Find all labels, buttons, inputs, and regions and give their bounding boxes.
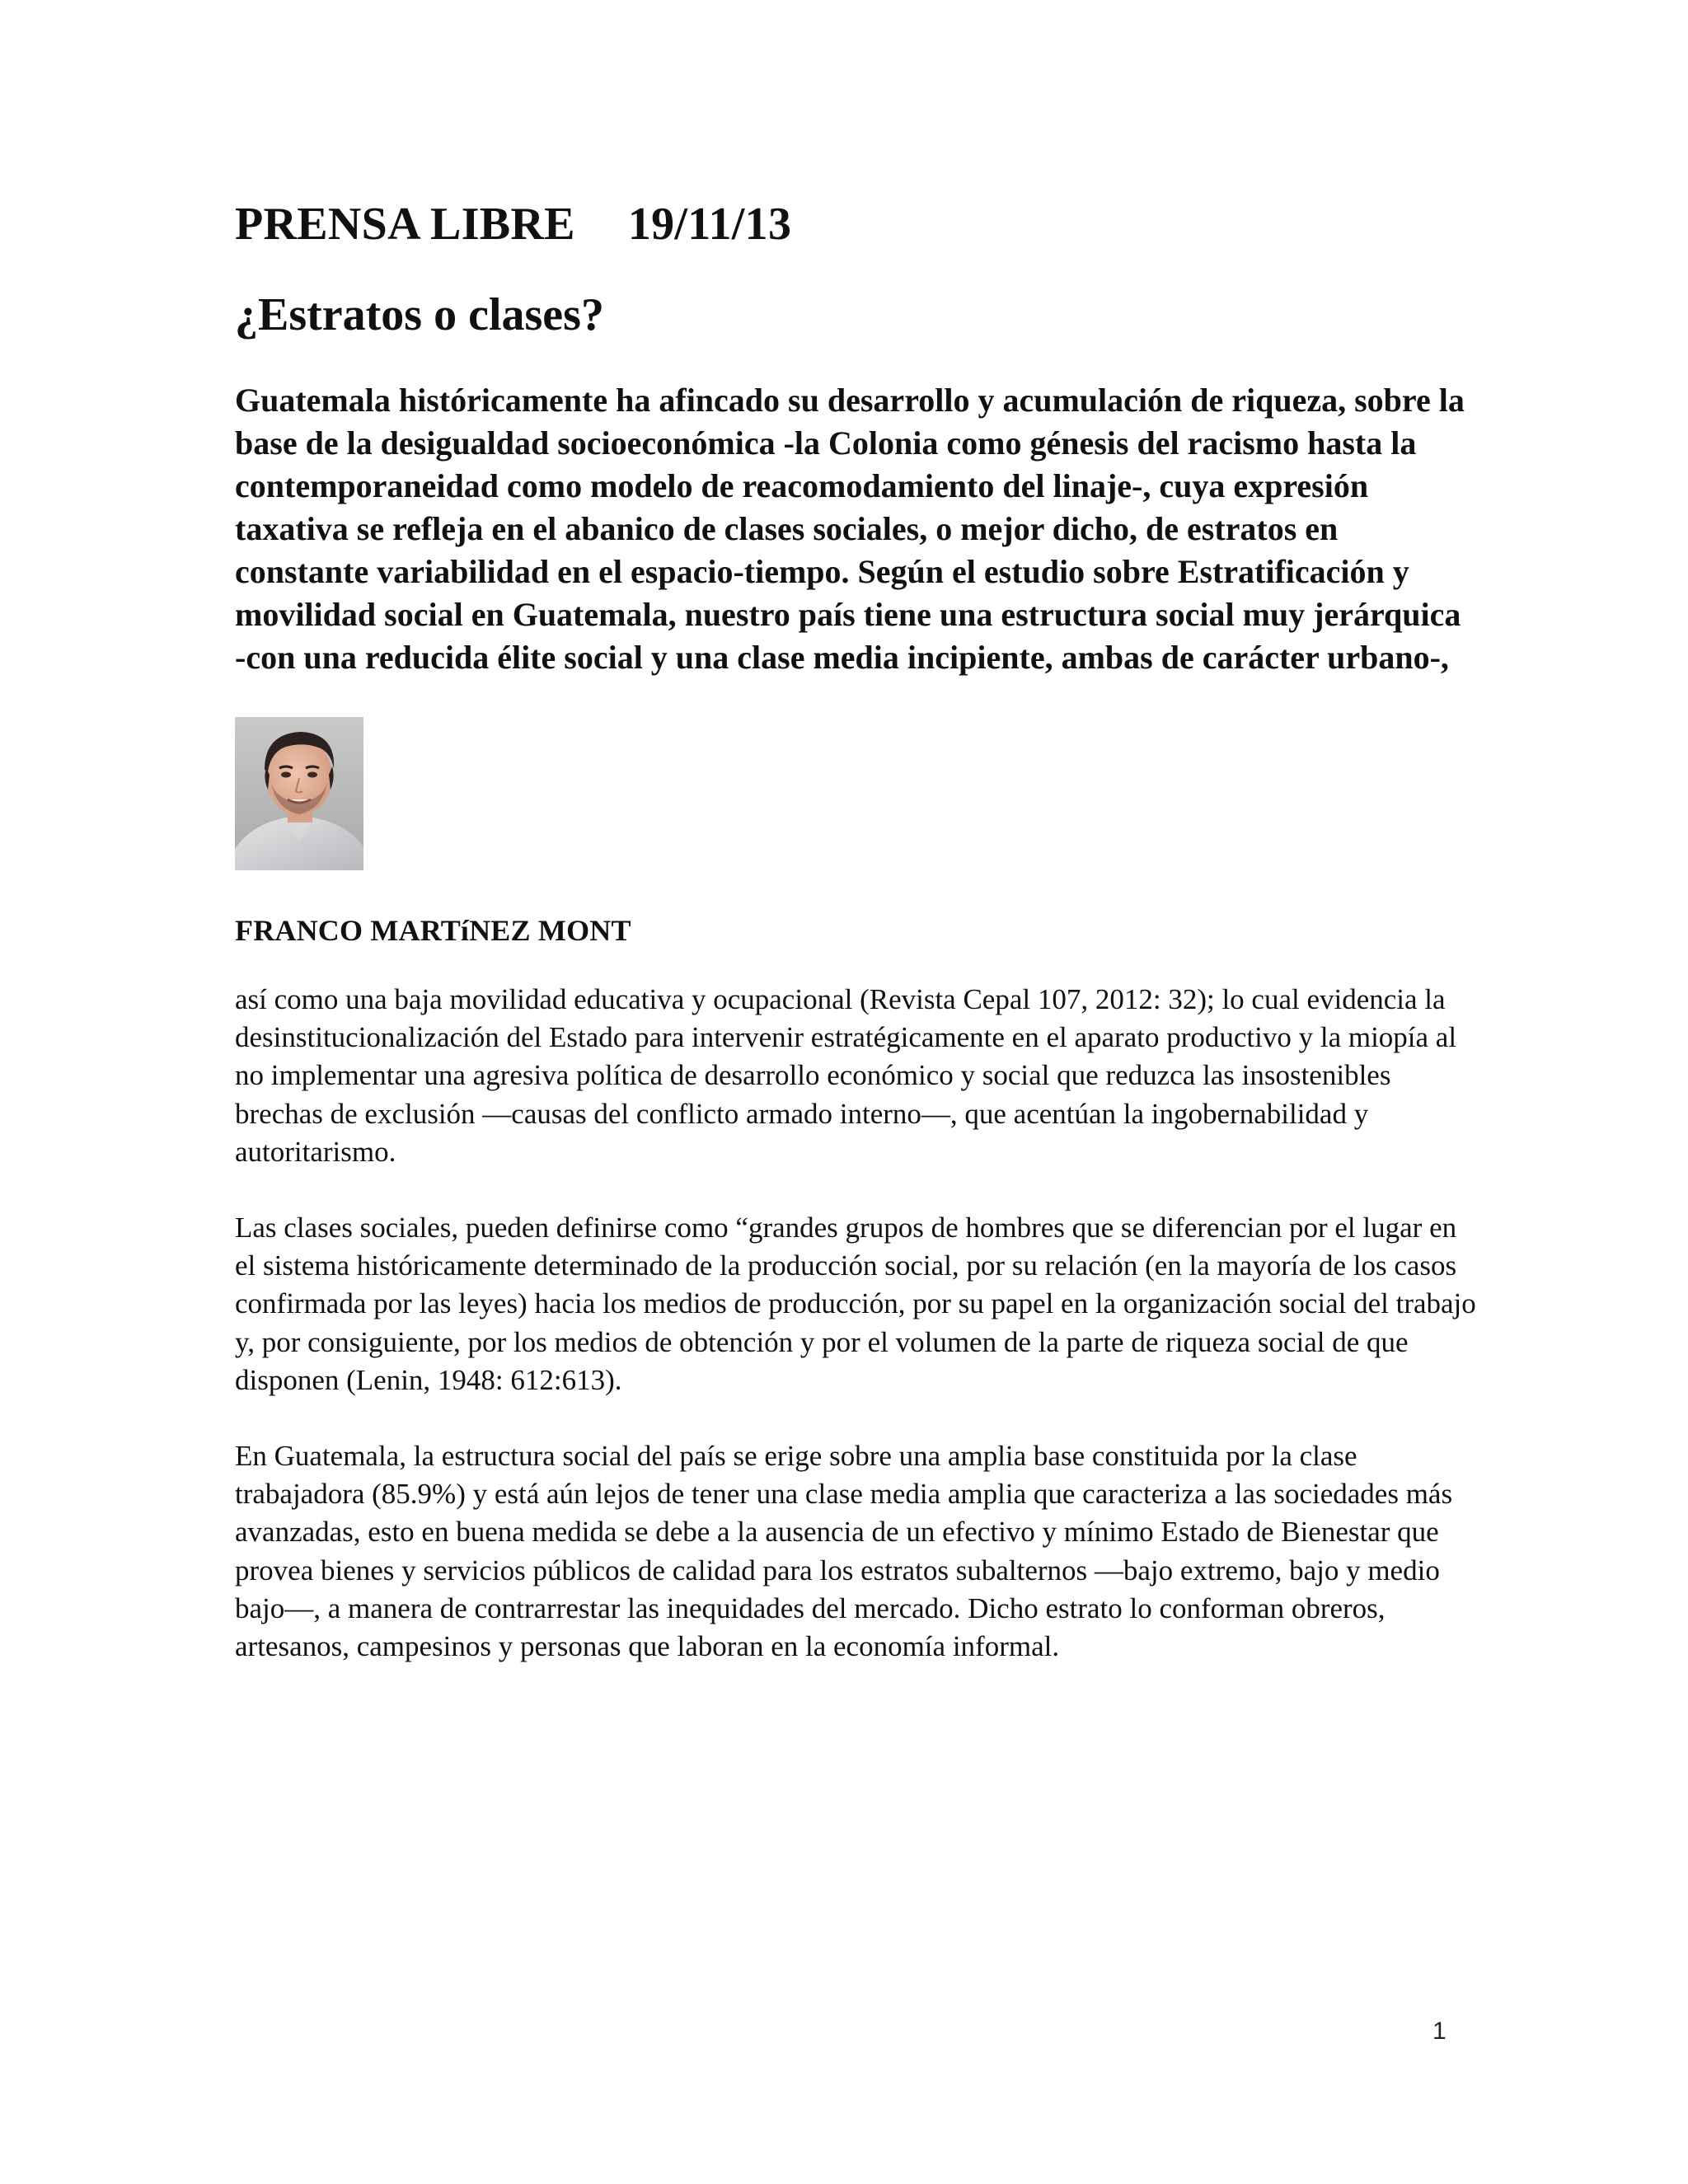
body-paragraph: En Guatemala, la estructura social del país se erige sobre una amplia base constituida por la clase trabajadora (85.9%) y está aún lejos de tener una clase media amplia que caracteriza a las sociedades más avanzadas, esto en buena medida se debe a la ausencia de un efectivo y mínimo Estado de Bienestar que provea bienes y servicios públicos de calidad para los estratos subalternos —bajo extremo, bajo y medio bajo—, a manera de contrarrestar las inequidades del mercado. Dicho estrato lo conforman obreros, artesanos, campesinos y personas que laboran en la economía informal. xyxy=(235,1440,1453,1663)
body-paragraph: Las clases sociales, pueden definirse como “grandes grupos de hombres que se diferencian por el lugar en el sistema históricamente determinado de la producción social, por su relación (en la mayoría de los casos confirmada por las leyes) hacia los medios de producción, por su papel en la organización social del trabajo y, por consiguiente, por los medios de obtención y por el volumen de la parte de riqueza social de que disponen (Lenin, 1948: 612:613). xyxy=(235,1212,1476,1396)
author-name: FRANCO MARTíNEZ MONT xyxy=(235,914,631,947)
article-lead: Guatemala históricamente ha afincado su desarrollo y acumulación de riqueza, sobre la base de la desigualdad socioeconómica -la Colonia como génesis del racismo hasta la contemporaneidad como modelo de reacomodamiento del linaje-, cuya expresión taxativa se refleja en el abanico de clases sociales, o mejor dicho, de estratos en constante variabilidad en el espacio-tiempo. Según el estudio sobre Estratificación y movilidad social en Guatemala, nuestro país tiene una estructura social muy jerárquica -con una reducida élite social y una clase media incipiente, ambas de carácter urbano-, xyxy=(235,382,1465,676)
body-paragraph: así como una baja movilidad educativa y ocupacional (Revista Cepal 107, 2012: 32); lo cual evidencia la desinstitucionalización del Estado para intervenir estratégicamente en el aparato productivo y la miopía al no implementar una agresiva política de desarrollo económico y social que reduzca las insostenibles brechas de exclusión —causas del conflicto armado interno—, que acentúan la ingobernabilidad y autoritarismo. xyxy=(235,983,1457,1168)
masthead xyxy=(235,191,1488,257)
article-title: ¿Estratos o clases? xyxy=(235,289,604,340)
publication-date: 19/11/13 xyxy=(627,199,792,250)
publication-name: PRENSA LIBRE xyxy=(235,199,575,250)
article-content xyxy=(235,191,1488,1666)
author-photo xyxy=(235,717,363,870)
page-number: 1 xyxy=(1432,2018,1447,2045)
